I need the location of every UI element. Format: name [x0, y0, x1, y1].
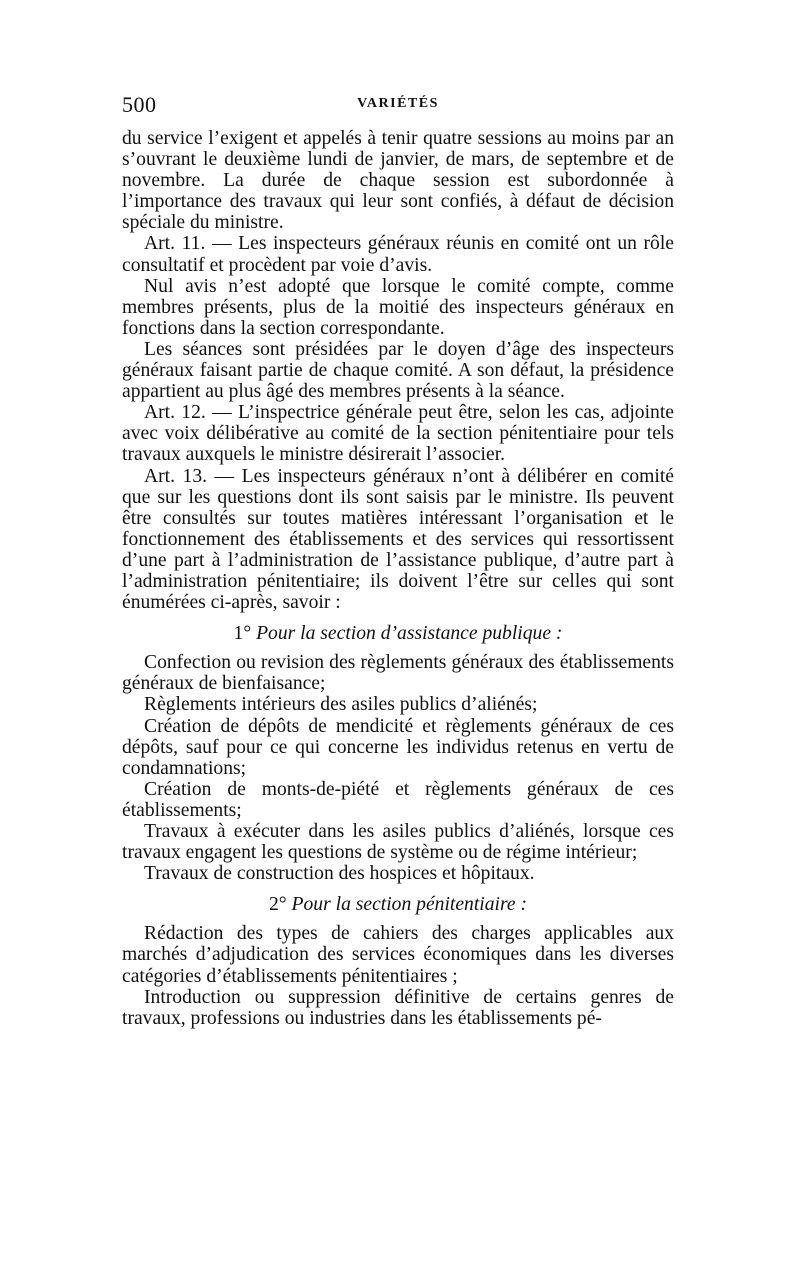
section-heading-assistance-publique	[122, 623, 674, 644]
paragraph-article-13: Art. 13. — Les inspecteurs généraux n’ont à délibérer en comité que sur les questions dont ils sont saisis par le ministre. Ils peuvent être consultés sur toutes matières intéressant l’organisation et le fonctionnement des établissements et des services qui ressortissent d’une part à l’administration de l’assistance publique, d’autre part à l’administration pénitentiaire; ils doivent l’être sur celles qui sont énumérées ci-après, savoir :	[122, 465, 674, 614]
paragraph-article-12: Art. 12. — L’inspectrice générale peut être, selon les cas, adjointe avec voix délibérative au comité de la section pénitentiaire pour tels travaux auxquels le ministre désirerait l’associer.	[122, 402, 674, 466]
paragraph-continuation: du service l’exigent et appelés à tenir quatre sessions au moins par an s’ouvrant le deuxième lundi de janvier, de mars, de septembre et de novembre. La durée de chaque session est subordonnée à l’importance des travaux qui leur sont confiés, à défaut de décision spéciale du ministre.	[122, 128, 674, 234]
section-heading-penitentiaire	[122, 894, 674, 915]
book-page	[122, 92, 674, 1029]
list-item: Rédaction des types de cahiers des charges applicables aux marchés d’adjudication des services économiques dans les diverses catégories d’établissements pénitentiaires ;	[122, 923, 674, 987]
paragraph: Nul avis n’est adopté que lorsque le comité compte, comme membres présents, plus de la moitié des inspecteurs généraux en fonctions dans la section correspondante.	[122, 275, 674, 339]
page-number: 500	[122, 92, 157, 117]
list-item: Création de dépôts de mendicité et règlements généraux de ces dépôts, sauf pour ce qui concerne les individus retenus en vertu de condamnations;	[122, 715, 674, 779]
section-number: 1°	[233, 623, 252, 645]
list-item: Introduction ou suppression définitive de certains genres de travaux, professions ou industries dans les établissements pé-	[122, 986, 674, 1029]
section-title: Pour la section pénitentiaire :	[291, 894, 527, 916]
section-title: Pour la section d’assistance publique :	[256, 623, 563, 645]
list-item: Règlements intérieurs des asiles publics d’aliénés;	[144, 694, 538, 716]
list-item: Création de monts-de-piété et règlements généraux de ces établissements;	[122, 778, 674, 821]
running-title: VARIÉTÉS	[357, 96, 439, 111]
list-item: Confection ou revision des règlements généraux des établissements généraux de bienfaisance;	[122, 652, 674, 695]
paragraph: Les séances sont présidées par le doyen d’âge des inspecteurs généraux faisant partie de chaque comité. A son défaut, la présidence appartient au plus âgé des membres présents à la séance.	[122, 338, 674, 403]
list-item: Travaux à exécuter dans les asiles publics d’aliénés, lorsque ces travaux engagent les questions de système ou de régime intérieur;	[122, 821, 674, 864]
paragraph-article-11: Art. 11. — Les inspecteurs généraux réunis en comité ont un rôle consultatif et procèdent par voie d’avis.	[122, 233, 674, 276]
list-item: Travaux de construction des hospices et hôpitaux.	[144, 863, 535, 885]
section-number: 2°	[269, 894, 287, 916]
page-body	[122, 128, 674, 1029]
page-header	[122, 92, 674, 128]
